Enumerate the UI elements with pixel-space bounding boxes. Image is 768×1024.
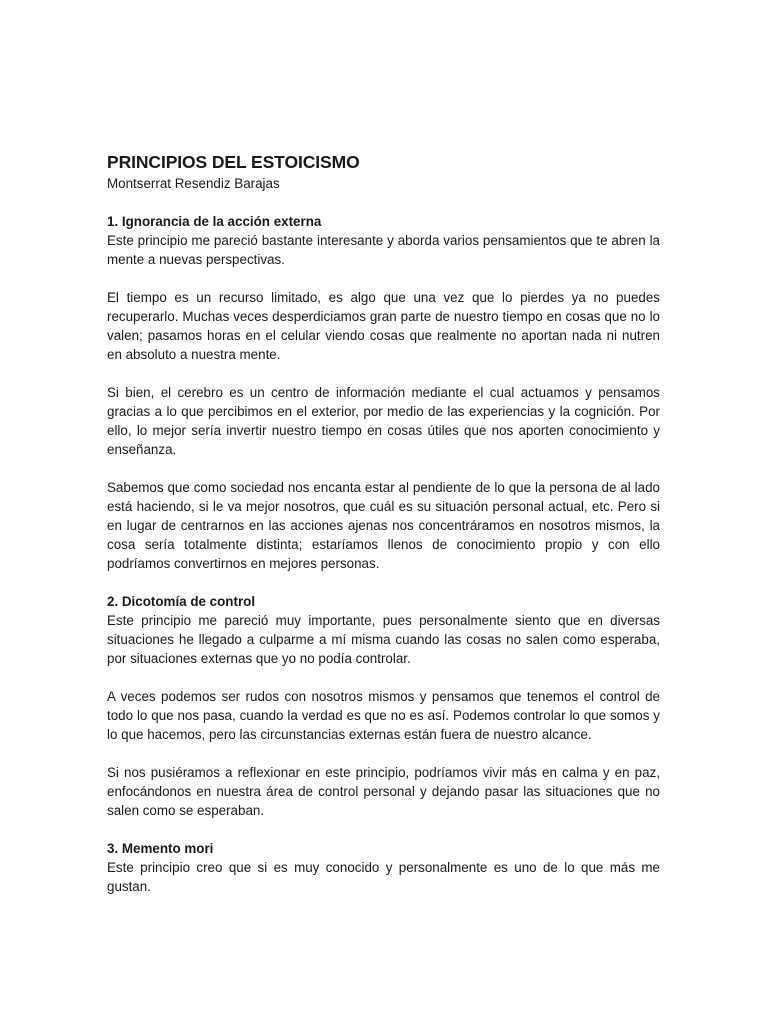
paragraph: Si bien, el cerebro es un centro de información mediante el cual actuamos y pensamos gracias a lo que percibimos en el exterior, por medio de las experiencias y la cognición. Por ello, lo mejor sería invertir nuestro tiempo en cosas útiles que nos aporten conocimiento y enseñanza. [107,385,660,457]
paragraph: Sabemos que como sociedad nos encanta estar al pendiente de lo que la persona de al lado está haciendo, si le va mejor nosotros, que cuál es su situación personal actual, etc. Pero si en lugar de centrarnos en las acciones ajenas nos concentráramos en nosotros mismos, la cosa sería totalmente distinta; estaríamos llenos de conocimiento propio y con ello podríamos convertirnos en mejores personas. [107,480,660,571]
section-heading: 1. Ignorancia de la acción externa [107,214,322,229]
paragraph: Este principio me pareció muy importante, pues personalmente siento que en diversas situaciones he llegado a culparme a mí misma cuando las cosas no salen como esperaba, por situaciones externas que yo no podía controlar. [107,613,660,666]
document-author: Montserrat Resendiz Barajas [107,176,280,191]
document-page [107,150,660,896]
section-heading: 3. Memento mori [107,841,214,856]
section-heading: 2. Dicotomía de control [107,594,256,609]
section-dicotomia [107,592,660,820]
paragraph: A veces podemos ser rudos con nosotros mismos y pensamos que tenemos el control de todo lo que nos pasa, cuando la verdad es que no es así. Podemos controlar lo que somos y lo que hacemos, pero las circunstancias externas están fuera de nuestro alcance. [107,689,660,742]
document-title: PRINCIPIOS DEL ESTOICISMO [107,152,360,172]
paragraph: Si nos pusiéramos a reflexionar en este principio, podríamos vivir más en calma y en paz, enfocándonos en nuestra área de control personal y dejando pasar las situaciones que no salen como se esperaban. [107,765,660,818]
section-memento-mori [107,839,660,896]
paragraph: Este principio creo que si es muy conocido y personalmente es uno de lo que más me gustan. [107,860,660,894]
paragraph: Este principio me pareció bastante interesante y aborda varios pensamientos que te abren la mente a nuevas perspectivas. [107,233,660,267]
section-ignorancia [107,212,660,573]
paragraph: El tiempo es un recurso limitado, es algo que una vez que lo pierdes ya no puedes recuperarlo. Muchas veces desperdiciamos gran parte de nuestro tiempo en cosas que no lo valen; pasamos horas en el celular viendo cosas que realmente no aportan nada ni nutren en absoluto a nuestra mente. [107,290,660,362]
